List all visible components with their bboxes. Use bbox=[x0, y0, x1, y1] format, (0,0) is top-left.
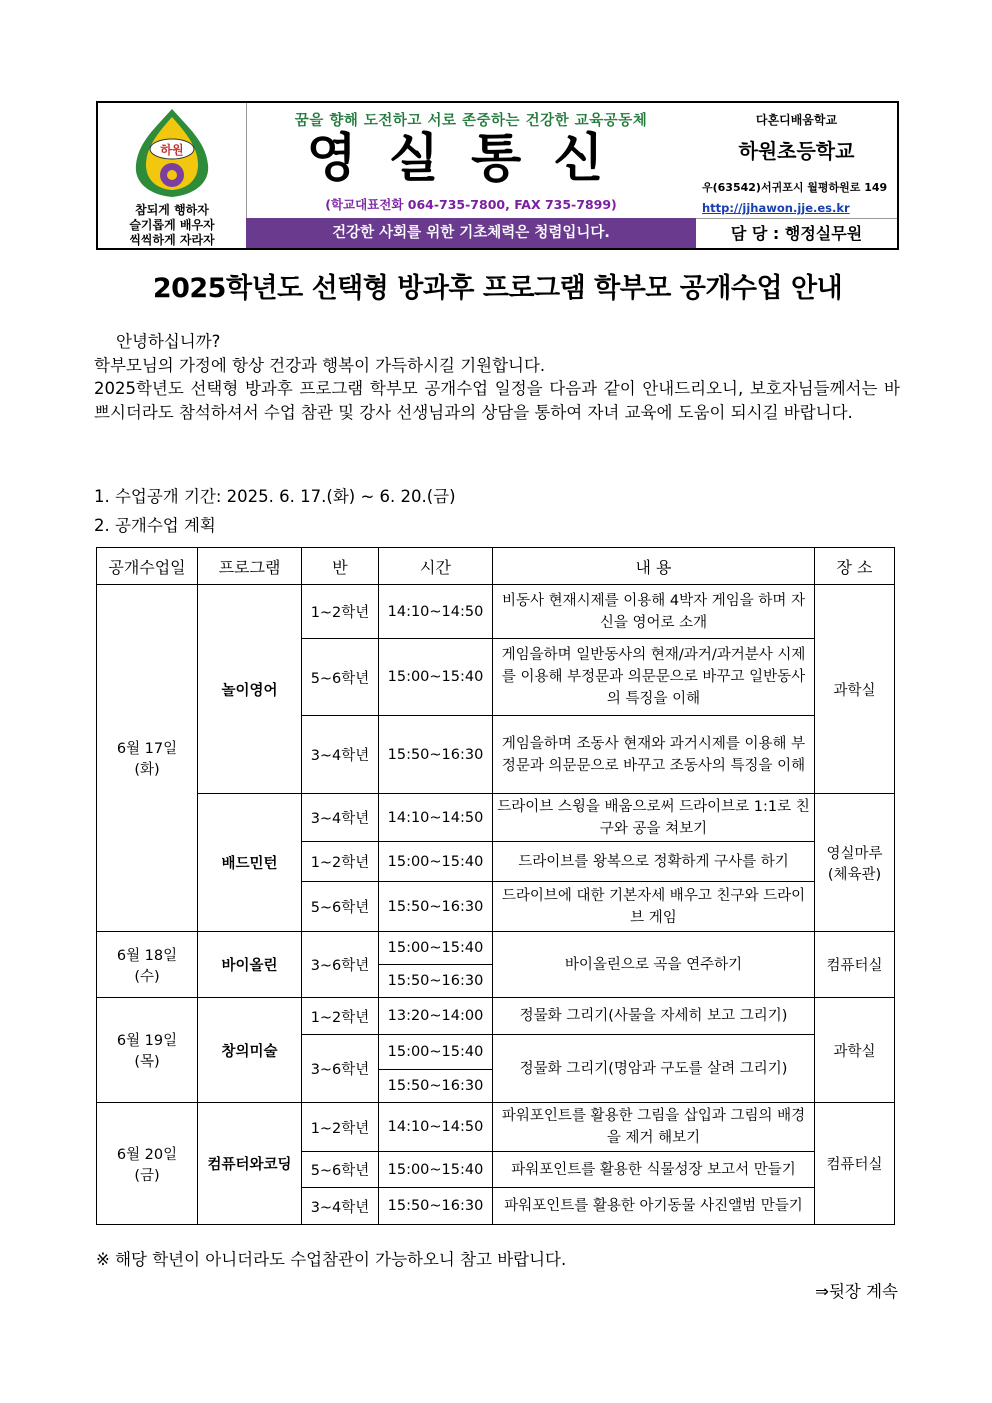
staff-in-charge: 담 당 : 행정실무원 bbox=[696, 218, 897, 249]
body-text bbox=[94, 330, 900, 424]
body-paragraph-2: 2025학년도 선택형 방과후 프로그램 학부모 공개수업 일정을 다음과 같이 안내드리오니, 보호자님들께서는 바쁘시더라도 참석하셔서 수업 참관 및 강사 선생님과의 상담을 통하여 자녀 교육에 도움이 되시길 바랍니다. bbox=[94, 379, 900, 422]
table-row bbox=[97, 794, 895, 842]
table-row bbox=[97, 585, 895, 639]
class-cell: 5~6학년 bbox=[302, 1152, 379, 1188]
motto-line: 참되게 행하자 bbox=[135, 203, 209, 217]
newsletter-masthead: 영실통신 bbox=[306, 129, 636, 189]
plan-item: 2. 공개수업 계획 bbox=[94, 516, 216, 535]
time-cell: 15:50~16:30 bbox=[379, 1188, 493, 1225]
school-name: 하원초등학교 bbox=[738, 139, 855, 163]
school-slogan: 꿈을 향해 도전하고 서로 존중하는 건강한 교육공동체 bbox=[294, 113, 648, 129]
content-cell: 정물화 그리기(사물을 자세히 보고 그리기) bbox=[493, 998, 815, 1035]
emblem-text: 하원 bbox=[160, 143, 184, 157]
program-cell: 컴퓨터와코딩 bbox=[198, 1103, 302, 1225]
class-cell: 5~6학년 bbox=[302, 639, 379, 716]
time-cell: 15:00~15:40 bbox=[379, 932, 493, 965]
table-header-row bbox=[97, 548, 895, 585]
content-cell: 바이올린으로 곡을 연주하기 bbox=[493, 932, 815, 998]
place-cell: 컴퓨터실 bbox=[815, 932, 895, 998]
date-cell: 6월 19일 (목) bbox=[97, 998, 198, 1103]
newsletter-header bbox=[96, 101, 899, 250]
header-school-info bbox=[696, 103, 897, 248]
page-title: 2025학년도 선택형 방과후 프로그램 학부모 공개수업 안내 bbox=[152, 273, 843, 304]
time-cell: 15:00~15:40 bbox=[379, 842, 493, 882]
table-header: 내 용 bbox=[493, 548, 815, 585]
motto-line: 씩씩하게 자라자 bbox=[129, 233, 215, 247]
school-emblem bbox=[98, 103, 247, 248]
place-cell: 컴퓨터실 bbox=[815, 1103, 895, 1225]
time-cell: 13:20~14:00 bbox=[379, 998, 493, 1035]
content-cell: 파워포인트를 활용한 그림을 삽입과 그림의 배경을 제거 해보기 bbox=[493, 1103, 815, 1152]
class-cell: 1~2학년 bbox=[302, 998, 379, 1035]
class-cell: 1~2학년 bbox=[302, 585, 379, 639]
class-cell: 3~4학년 bbox=[302, 794, 379, 842]
table-header: 프로그램 bbox=[198, 548, 302, 585]
time-cell: 14:10~14:50 bbox=[379, 794, 493, 842]
content-cell: 드라이브 스윙을 배움으로써 드라이브로 1:1로 친구와 공을 쳐보기 bbox=[493, 794, 815, 842]
time-cell: 14:10~14:50 bbox=[379, 1103, 493, 1152]
content-cell: 게임을하며 조동사 현재와 과거시제를 이용해 부정문과 의문문으로 바꾸고 조동사의 특징을 이해 bbox=[493, 716, 815, 794]
date-cell: 6월 17일 (화) bbox=[97, 585, 198, 932]
program-cell: 창의미술 bbox=[198, 998, 302, 1103]
content-cell: 드라이브에 대한 기본자세 배우고 친구와 드라이브 게임 bbox=[493, 882, 815, 932]
class-cell: 3~4학년 bbox=[302, 1188, 379, 1225]
time-cell: 15:00~15:40 bbox=[379, 1152, 493, 1188]
time-cell: 15:50~16:30 bbox=[379, 1070, 493, 1103]
time-cell: 15:00~15:40 bbox=[379, 1035, 493, 1070]
table-row bbox=[97, 998, 895, 1035]
schedule-table bbox=[96, 547, 895, 1225]
table-header: 시간 bbox=[379, 548, 493, 585]
class-cell: 3~6학년 bbox=[302, 932, 379, 998]
class-cell: 5~6학년 bbox=[302, 882, 379, 932]
class-cell: 3~4학년 bbox=[302, 716, 379, 794]
time-cell: 14:10~14:50 bbox=[379, 585, 493, 639]
table-header: 반 bbox=[302, 548, 379, 585]
class-cell: 3~6학년 bbox=[302, 1035, 379, 1103]
table-header: 공개수업일 bbox=[97, 548, 198, 585]
date-cell: 6월 18일 (수) bbox=[97, 932, 198, 998]
program-cell: 바이올린 bbox=[198, 932, 302, 998]
integrity-banner: 건강한 사회를 위한 기초체력은 청렴입니다. bbox=[246, 218, 696, 248]
table-row bbox=[97, 1103, 895, 1152]
table-row bbox=[97, 932, 895, 965]
place-cell: 영실마루 (체육관) bbox=[815, 794, 895, 932]
school-emblem-icon bbox=[98, 103, 246, 203]
time-cell: 15:50~16:30 bbox=[379, 882, 493, 932]
school-mottos bbox=[106, 203, 238, 248]
content-cell: 드라이브를 왕복으로 정확하게 구사를 하기 bbox=[493, 842, 815, 882]
header-center bbox=[246, 103, 696, 248]
body-paragraph-1: 학부모님의 가정에 항상 건강과 행복이 가득하시길 기원합니다. bbox=[94, 355, 546, 375]
greeting: 안녕하십니까? bbox=[116, 332, 221, 351]
school-url-link[interactable]: http://jjhawon.jje.es.kr bbox=[702, 201, 850, 215]
period-item: 1. 수업공개 기간: 2025. 6. 17.(화) ~ 6. 20.(금) bbox=[94, 487, 456, 506]
content-cell: 파워포인트를 활용한 아기동물 사진앨범 만들기 bbox=[493, 1188, 815, 1225]
table-header: 장 소 bbox=[815, 548, 895, 585]
motto-line: 슬기롭게 배우자 bbox=[129, 218, 215, 232]
date-cell: 6월 20일 (금) bbox=[97, 1103, 198, 1225]
footnote: ※ 해당 학년이 아니더라도 수업참관이 가능하오니 참고 바랍니다. bbox=[96, 1250, 567, 1269]
time-cell: 15:50~16:30 bbox=[379, 965, 493, 998]
class-cell: 1~2학년 bbox=[302, 842, 379, 882]
content-cell: 정물화 그리기(명암과 구도를 살려 그리기) bbox=[493, 1035, 815, 1103]
school-address: 우(63542)서귀포시 월평하원로 149 bbox=[702, 181, 888, 194]
time-cell: 15:00~15:40 bbox=[379, 639, 493, 716]
program-cell: 배드민턴 bbox=[198, 794, 302, 932]
content-cell: 파워포인트를 활용한 식물성장 보고서 만들기 bbox=[493, 1152, 815, 1188]
time-cell: 15:50~16:30 bbox=[379, 716, 493, 794]
continued-label: ⇒뒷장 계속 bbox=[815, 1282, 898, 1301]
place-cell: 과학실 bbox=[815, 998, 895, 1103]
content-cell: 비동사 현재시제를 이용해 4박자 게임을 하며 자신을 영어로 소개 bbox=[493, 585, 815, 639]
content-cell: 게임을하며 일반동사의 현재/과거/과거분사 시제를 이용해 부정문과 의문문으로 바꾸고 일반동사의 특징을 이해 bbox=[493, 639, 815, 716]
class-cell: 1~2학년 bbox=[302, 1103, 379, 1152]
place-cell: 과학실 bbox=[815, 585, 895, 794]
program-cell: 놀이영어 bbox=[198, 585, 302, 794]
school-phone: (학교대표전화 064-735-7800, FAX 735-7899) bbox=[325, 197, 617, 212]
school-subtitle: 다혼디배움학교 bbox=[755, 113, 838, 127]
